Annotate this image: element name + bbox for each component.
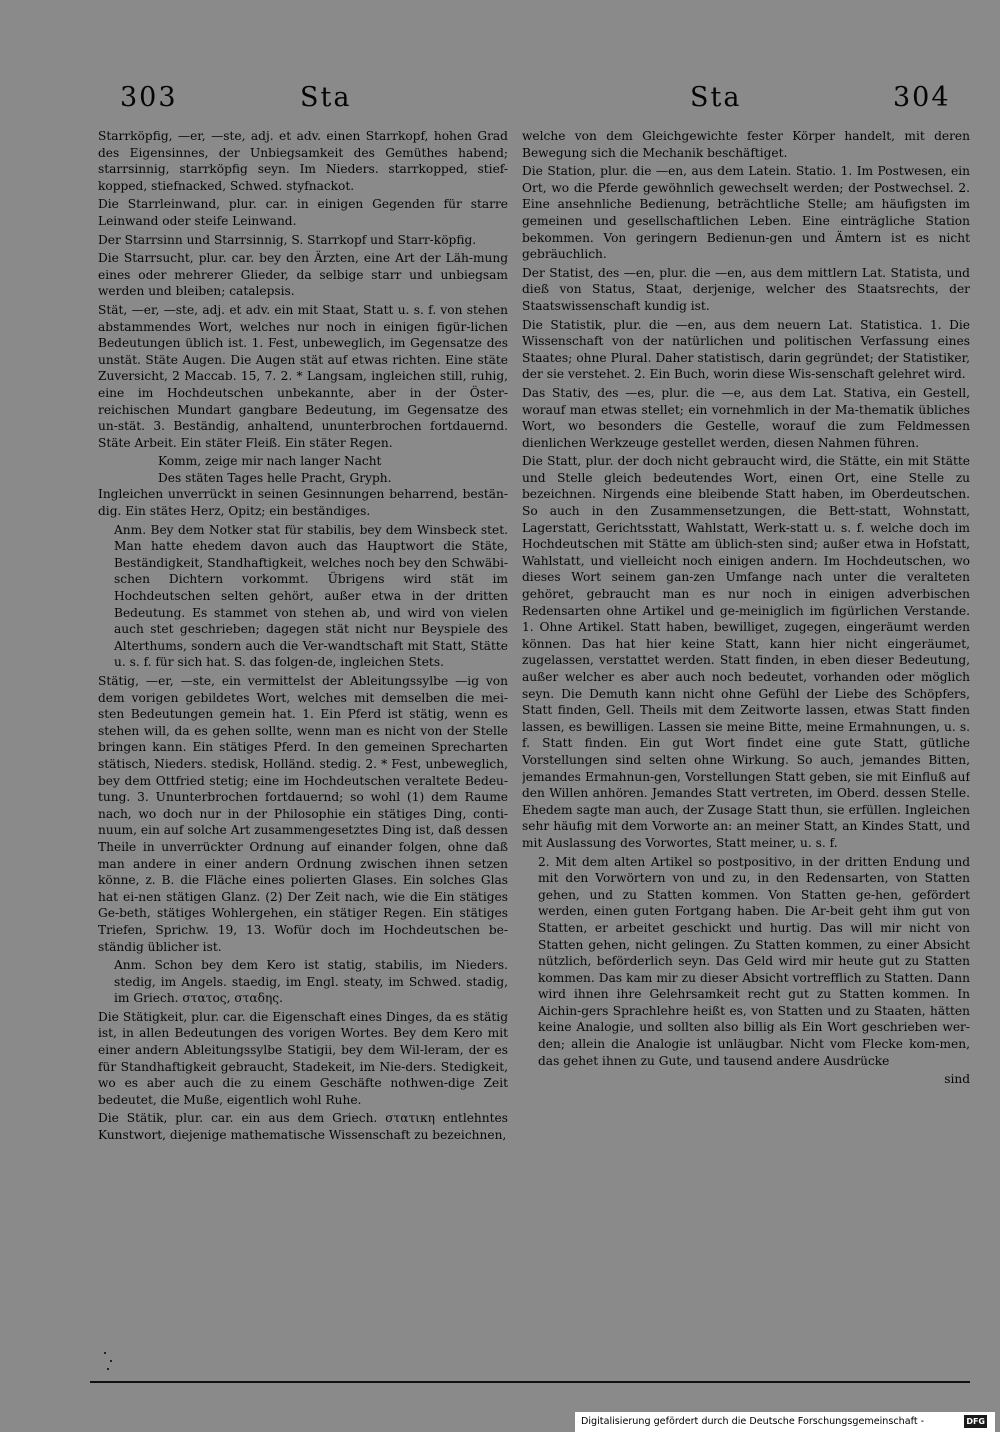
left-page-number: 303	[120, 82, 178, 113]
entry-statt: Die Statt, plur. der doch nicht gebraucht wird, die Stätte, ein mit Stätte und Stelle gleich bedeutendes Wort, einen Ort, eine Stelle zu bezeichnen. Nirgends eine bleibende Statt haben, im Oberdeutschen. So auch in den Zusammensetzungen, die Bett-statt, Wohnstatt, Lagerstatt, Gerichtsstatt, Wahlstatt, Werk-statt u. s. f. welche doch im Hochdeutschen mit Stätte am üblich-sten sind; außer etwa in Hofstatt, Wahlstatt, und vielleicht noch einigen andern. Im Hochdeutschen, wo dieses Wort seinem gan-zen Umfange nach unter die veralteten gehöret, gebraucht man es nur noch in einigen adverbischen Redensarten ohne Artikel und ge-meiniglich im figürlichen Verstande. 1. Ohne Artikel. Statt haben, bewilliget, zugegen, eingeräumt werden können. Das hat hier keine Statt, kann hier nicht eingeräumet, zugelassen, verstattet werden. Statt finden, in eben dieser Bedeutung, außer welcher es aber auch noch bedeutet, vorhanden oder möglich seyn. Die Demuth kann nicht ohne Gefühl der Liebe des Schöpfers, Statt finden, Gell. Theils mit dem Zeitworte lassen, etwas Statt finden lassen, es bewilligen. Lassen sie meine Bitte, meine Ermahnungen, u. s. f. Statt finden. Ein gut Wort findet eine gute Statt, gütliche Vorstellungen sind selten ohne Wirkung. So auch, jemandes Bitten, jemandes Ermahnun-gen, Vorstellungen Statt geben, sie mit Einfluß auf den Willen anhören. Jemandes Statt vertreten, im Oberd. dessen Stelle. Ehedem sagte man auch, der Zusage Statt thun, sie erfüllen. Ingleichen sehr häufig mit dem Vorworte an: an meiner Statt, an Kindes Statt, und mit Auslassung des Vorwortes, Statt meiner, u. s. f.	[522, 454, 970, 850]
entry-statistik: Die Statistik, plur. die —en, aus dem neuern Lat. Statistica. 1. Die Wissenschaft von der natürlichen und politischen Verfassung eines Staates; ohne Plural. Daher statistisch, darin gegründet; der Statistiker, der sie verstehet. 2. Ein Buch, worin diese Wis-senschaft gelehret wird.	[522, 317, 970, 382]
entry-staetig: Stätig, —er, —ste, ein vermittelst der Ableitungssylbe —ig von dem vorigen gebildetes Wort, welches mit demselben die mei-sten Bedeutungen gemein hat. 1. Ein Pferd ist stätig, wenn es stehen will, da es gehen sollte, wenn man es nicht von der Stelle bringen kann. Ein stätiges Pferd. In den gemeinen Sprecharten stätisch, Nieders. stedisk, Holländ. stedig. 2. * Fest, unbeweglich, bey dem Ottfried stetig; eine im Hochdeutschen veraltete Bedeu-tung. 3. Ununterbrochen fortdauernd; so wohl (1) dem Raume nach, wo doch nur in der Philosophie ein stätiges Ding, conti-nuum, ein auf solche Art zusammengesetztes Ding ist, daß dessen Theile in unverrückter Ordnung auf einander folgen, ohne daß man andere in einer andern Ordnung zwischen ihnen setzen könne, z. B. die Fläche eines polierten Glases. Ein solches Glas hat ei-nen stätigen Glanz. (2) Der Zeit nach, wie die Ein stätiges Ge-beth, stätiges Wohlergehen, ein stätiger Regen. Ein stätiges Triefen, Sprichw. 19, 13. Wofür doch im Hochdeutschen be-ständig üblicher ist.	[98, 674, 508, 954]
right-page-number: 304	[893, 82, 951, 113]
bottom-rule	[90, 1381, 970, 1383]
right-column	[522, 128, 970, 1198]
digitization-footer	[575, 1412, 995, 1432]
right-running-head: Sta	[690, 82, 742, 113]
note-staet: Anm. Bey dem Notker stat für stabilis, bey dem Winsbeck stet. Man hatte ehedem davon auch das Hauptwort die Stäte, Beständigkeit, Standhaftigkeit, welches noch bey den Schwäbi-schen Dichtern vorkommt. Übrigens wird stät im Hochdeutschen selten gehört, außer etwa in der dritten Bedeutung. Es stammet von stehen ab, und wird von vielen auch stet geschrieben; dagegen stät nicht nur Beyspiele des Alterthums, sondern auch die Ver-wandtschaft mit Statt, Stätte u. s. f. für sich hat. S. das folgen-de, ingleichen Stets.	[114, 522, 508, 670]
entry-stativ: Das Stativ, des —es, plur. die —e, aus dem Lat. Stativa, ein Gestell, worauf man etwas stellet; ein vornehmlich in der Ma-thematik übliches Wort, wo besonders die Gestelle, worauf die zum Feldmessen dienlichen Werkzeuge gestellet werden, diesen Nahmen führen.	[522, 385, 970, 450]
entry-staetik-continued: welche von dem Gleichgewichte fester Körper handelt, mit deren Bewegung sich die Mechanik beschäftiget.	[522, 129, 970, 160]
note-staetig: Anm. Schon bey dem Kero ist statig, stabilis, im Nieders. stedig, im Angels. staedig, im Engl. steaty, im Schwed. stadig, im Griech. στατος, σταδης.	[114, 958, 508, 1006]
entry-statt-section-2: 2. Mit dem alten Artikel so postpositivo, in der dritten Endung und mit den Vorwörtern von und zu, in den Redensarten, von Statten gehen, und zu Statten kommen. Von Statten ge-hen, gefördert werden, einen guten Fortgang haben. Die Ar-beit geht ihm gut von Statten, er arbeitet geschickt und hurtig. Das will mir nicht von Statten gehen, nicht gelingen. Zu Statten kommen, zu einer Absicht nützlich, beförderlich seyn. Das Geld wird mir heute gut zu Statten kommen. Das kam mir zu dieser Absicht vortrefflich zu Statten. Dann wird ihnen ihre Gelehrsamkeit recht gut zu Statten kommen. In Aichin-gers Sprachlehre heißt es, von Statten und zu Staaten, hätten keine Analogie, und sollten also billig als Ein Wort geschrieben wer-den; allein die Analogie ist unläugbar. Nicht vom Flecke kom-men, das gehet ihnen zu Gute, und tausend andere Ausdrücke	[538, 854, 970, 1068]
verse-line: Des stäten Tages helle Pracht, Gryph.	[158, 470, 392, 485]
entry-staet: Stät, —er, —ste, adj. et adv. ein mit Staat, Statt u. s. f. von stehen abstammendes Wort, welches nur noch in einigen figür-lichen Bedeutungen üblich ist. 1. Fest, unbeweglich, im Gegensatze des unstät. Stäte Augen. Die Augen stät auf etwas richten. Eine stäte Zuversicht, 2 Maccab. 15, 7. 2. * Langsam, ingleichen still, ruhig, eine im Hochdeutschen unbekannte, aber in der Öster-reichischen Mundart gangbare Bedeutung, im Gegensatze des un-stät. 3. Beständig, anhaltend, ununterbrochen fortdauernd. Stäte Arbeit. Ein stäter Fleiß. Ein stäter Regen.	[98, 302, 508, 450]
page-header	[0, 82, 1000, 122]
dfg-logo: DFG	[966, 1417, 985, 1426]
entry-starrkoepfig: Starrköpfig, —er, —ste, adj. et adv. einen Starrkopf, hohen Grad des Eigensinnes, der Unbiegsamkeit des Gemüthes habend; starrsinnig, starrköpfig seyn. Im Nieders. starrkopped, stief-kopped, stiefnacked, Schwed. styfnackot.	[98, 129, 508, 193]
verse-line: Komm, zeige mir nach langer Nacht	[158, 454, 382, 469]
left-running-head: Sta	[300, 82, 352, 113]
footer-text: Digitalisierung gefördert durch die Deutsche Forschungsgemeinschaft -	[581, 1416, 925, 1427]
left-column	[98, 128, 508, 1188]
scan-speck	[107, 1368, 109, 1370]
entry-staet-continued: Ingleichen unverrückt in seinen Gesinnungen beharrend, bestän-dig. Ein stätes Herz, Opitz; ein beständiges.	[98, 487, 508, 519]
entry-starrsinn: Der Starrsinn und Starrsinnig, S. Starrkopf und Starr-köpfig.	[98, 232, 477, 247]
catchword: sind	[944, 1072, 970, 1087]
entry-statist: Der Statist, des —en, plur. die —en, aus dem mittlern Lat. Statista, und dieß von Status, Staat, derjenige, welcher des Staatsrechts, der Staatswissenschaft kundig ist.	[522, 265, 970, 313]
entry-starrleinwand: Die Starrleinwand, plur. car. in einigen Gegenden für starre Leinwand oder steife Leinwand.	[98, 197, 508, 228]
scan-speck	[110, 1360, 112, 1362]
entry-staetik: Die Stätik, plur. car. ein aus dem Griech. στατικη entlehntes Kunstwort, diejenige mathematische Wissenschaft zu bezeichnen,	[98, 1111, 508, 1143]
entry-staetigkeit: Die Stätigkeit, plur. car. die Eigenschaft eines Dinges, da es stätig ist, in allen Bedeutungen des vorigen Wortes. Bey dem Kero mit einer andern Ableitungssylbe Statigii, bey dem Wil-leram, der es für Standhaftigkeit gebraucht, Stadekeit, im Nie-ders. Stedigkeit, wo es aber auch die zu einem Geschäfte nothwen-dige Zeit bedeutet, die Muße, eigentlich wohl Ruhe.	[98, 1009, 508, 1107]
entry-starrsucht: Die Starrsucht, plur. car. bey den Ärzten, eine Art der Läh-mung eines oder mehrerer Glieder, da selbige starr und unbiegsam werden und bleiben; catalepsis.	[98, 251, 508, 299]
entry-station: Die Station, plur. die —en, aus dem Latein. Statio. 1. Im Postwesen, ein Ort, wo die Pferde gewöhnlich gewechselt werden; der Postwechsel. 2. Eine ansehnliche Bedienung, beträchtliche Stelle; am häufigsten im gemeinen und gesellschaftlichen Leben. Eine einträgliche Station bekommen. Von geringern Bedienun-gen und Ämtern ist es nicht gebräuchlich.	[522, 164, 970, 262]
scan-speck	[104, 1352, 106, 1354]
